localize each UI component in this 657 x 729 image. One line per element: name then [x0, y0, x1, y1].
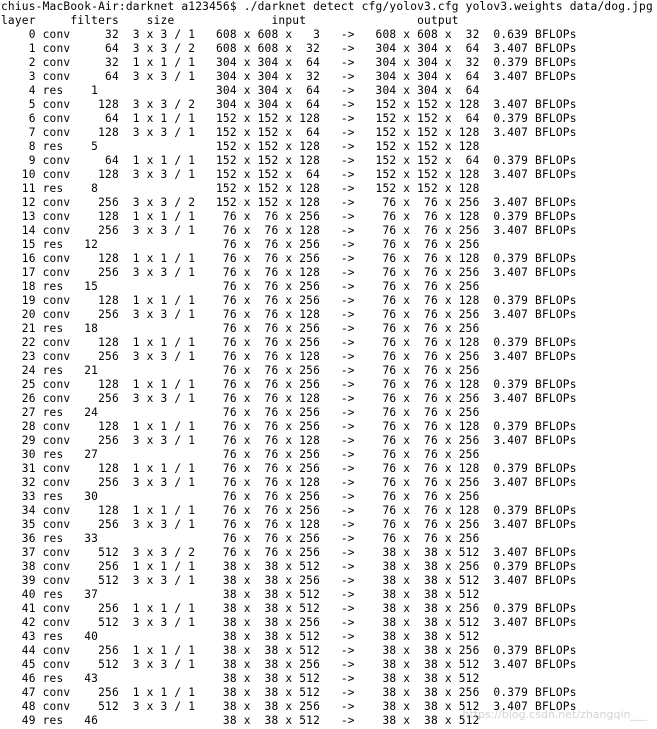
layer-row: 8 res 5 152 x 152 x 128 -> 152 x 152 x 128	[1, 140, 480, 153]
layer-row: 6 conv 64 1 x 1 / 1 152 x 152 x 128 -> 152 x 152 x 64 0.379 BFLOPs	[1, 112, 577, 125]
layer-row: 36 res 33 76 x 76 x 256 -> 76 x 76 x 256	[1, 532, 480, 545]
layer-row: 14 conv 256 3 x 3 / 1 76 x 76 x 128 -> 76 x 76 x 256 3.407 BFLOPs	[1, 224, 577, 237]
layer-row: 35 conv 256 3 x 3 / 1 76 x 76 x 128 -> 76 x 76 x 256 3.407 BFLOPs	[1, 518, 577, 531]
layer-row: 0 conv 32 3 x 3 / 1 608 x 608 x 3 -> 608 x 608 x 32 0.639 BFLOPs	[1, 28, 577, 41]
layer-row: 4 res 1 304 x 304 x 64 -> 304 x 304 x 64	[1, 84, 480, 97]
layer-row: 20 conv 256 3 x 3 / 1 76 x 76 x 128 -> 76 x 76 x 256 3.407 BFLOPs	[1, 308, 577, 321]
layer-row: 11 res 8 152 x 152 x 128 -> 152 x 152 x 128	[1, 182, 480, 195]
command-prompt-line: chius-MacBook-Air:darknet a123456$ ./darknet detect cfg/yolov3.cfg yolov3.weights data/dog.jpg	[1, 0, 653, 13]
layer-row: 23 conv 256 3 x 3 / 1 76 x 76 x 128 -> 76 x 76 x 256 3.407 BFLOPs	[1, 350, 577, 363]
layer-row: 32 conv 256 3 x 3 / 1 76 x 76 x 128 -> 76 x 76 x 256 3.407 BFLOPs	[1, 476, 577, 489]
layer-row: 48 conv 512 3 x 3 / 1 38 x 38 x 256 -> 38 x 38 x 512 3.407 BFLOPs	[1, 700, 577, 713]
layer-row: 19 conv 128 1 x 1 / 1 76 x 76 x 256 -> 76 x 76 x 128 0.379 BFLOPs	[1, 294, 577, 307]
layer-row: 38 conv 256 1 x 1 / 1 38 x 38 x 512 -> 38 x 38 x 256 0.379 BFLOPs	[1, 560, 577, 573]
layer-row: 17 conv 256 3 x 3 / 1 76 x 76 x 128 -> 76 x 76 x 256 3.407 BFLOPs	[1, 266, 577, 279]
layer-row: 24 res 21 76 x 76 x 256 -> 76 x 76 x 256	[1, 364, 480, 377]
layer-row: 49 res 46 38 x 38 x 512 -> 38 x 38 x 512	[1, 714, 480, 727]
layer-row: 47 conv 256 1 x 1 / 1 38 x 38 x 512 -> 38 x 38 x 256 0.379 BFLOPs	[1, 686, 577, 699]
layer-row: 27 res 24 76 x 76 x 256 -> 76 x 76 x 256	[1, 406, 480, 419]
layer-row: 41 conv 256 1 x 1 / 1 38 x 38 x 512 -> 38 x 38 x 256 0.379 BFLOPs	[1, 602, 577, 615]
layer-row: 26 conv 256 3 x 3 / 1 76 x 76 x 128 -> 76 x 76 x 256 3.407 BFLOPs	[1, 392, 577, 405]
layer-row: 15 res 12 76 x 76 x 256 -> 76 x 76 x 256	[1, 238, 480, 251]
layer-row: 44 conv 256 1 x 1 / 1 38 x 38 x 512 -> 38 x 38 x 256 0.379 BFLOPs	[1, 644, 577, 657]
layer-row: 28 conv 128 1 x 1 / 1 76 x 76 x 256 -> 76 x 76 x 128 0.379 BFLOPs	[1, 420, 577, 433]
layer-row: 10 conv 128 3 x 3 / 1 152 x 152 x 64 -> 152 x 152 x 128 3.407 BFLOPs	[1, 168, 577, 181]
watermark-text: https://blog.csdn.net/zhangqin___	[462, 708, 647, 721]
layer-list	[0, 28, 657, 728]
layer-row: 25 conv 128 1 x 1 / 1 76 x 76 x 256 -> 76 x 76 x 128 0.379 BFLOPs	[1, 378, 577, 391]
layer-row: 22 conv 128 1 x 1 / 1 76 x 76 x 256 -> 76 x 76 x 128 0.379 BFLOPs	[1, 336, 577, 349]
layer-row: 16 conv 128 1 x 1 / 1 76 x 76 x 256 -> 76 x 76 x 128 0.379 BFLOPs	[1, 252, 577, 265]
layer-row: 9 conv 64 1 x 1 / 1 152 x 152 x 128 -> 152 x 152 x 64 0.379 BFLOPs	[1, 154, 577, 167]
layer-row: 18 res 15 76 x 76 x 256 -> 76 x 76 x 256	[1, 280, 480, 293]
layer-row: 5 conv 128 3 x 3 / 2 304 x 304 x 64 -> 152 x 152 x 128 3.407 BFLOPs	[1, 98, 577, 111]
layer-row: 13 conv 128 1 x 1 / 1 76 x 76 x 256 -> 76 x 76 x 128 0.379 BFLOPs	[1, 210, 577, 223]
layer-table-header: layer filters size input output	[1, 14, 459, 27]
layer-row: 12 conv 256 3 x 3 / 2 152 x 152 x 128 -> 76 x 76 x 256 3.407 BFLOPs	[1, 196, 577, 209]
layer-row: 40 res 37 38 x 38 x 512 -> 38 x 38 x 512	[1, 588, 480, 601]
layer-row: 39 conv 512 3 x 3 / 1 38 x 38 x 256 -> 38 x 38 x 512 3.407 BFLOPs	[1, 574, 577, 587]
layer-row: 43 res 40 38 x 38 x 512 -> 38 x 38 x 512	[1, 630, 480, 643]
layer-row: 46 res 43 38 x 38 x 512 -> 38 x 38 x 512	[1, 672, 480, 685]
layer-row: 42 conv 512 3 x 3 / 1 38 x 38 x 256 -> 38 x 38 x 512 3.407 BFLOPs	[1, 616, 577, 629]
layer-row: 2 conv 32 1 x 1 / 1 304 x 304 x 64 -> 304 x 304 x 32 0.379 BFLOPs	[1, 56, 577, 69]
layer-row: 7 conv 128 3 x 3 / 1 152 x 152 x 64 -> 152 x 152 x 128 3.407 BFLOPs	[1, 126, 577, 139]
layer-row: 30 res 27 76 x 76 x 256 -> 76 x 76 x 256	[1, 448, 480, 461]
layer-row: 3 conv 64 3 x 3 / 1 304 x 304 x 32 -> 304 x 304 x 64 3.407 BFLOPs	[1, 70, 577, 83]
layer-row: 31 conv 128 1 x 1 / 1 76 x 76 x 256 -> 76 x 76 x 128 0.379 BFLOPs	[1, 462, 577, 475]
layer-row: 45 conv 512 3 x 3 / 1 38 x 38 x 256 -> 38 x 38 x 512 3.407 BFLOPs	[1, 658, 577, 671]
layer-row: 29 conv 256 3 x 3 / 1 76 x 76 x 128 -> 76 x 76 x 256 3.407 BFLOPs	[1, 434, 577, 447]
layer-row: 1 conv 64 3 x 3 / 2 608 x 608 x 32 -> 304 x 304 x 64 3.407 BFLOPs	[1, 42, 577, 55]
layer-row: 37 conv 512 3 x 3 / 2 76 x 76 x 256 -> 38 x 38 x 512 3.407 BFLOPs	[1, 546, 577, 559]
layer-row: 34 conv 128 1 x 1 / 1 76 x 76 x 256 -> 76 x 76 x 128 0.379 BFLOPs	[1, 504, 577, 517]
layer-row: 21 res 18 76 x 76 x 256 -> 76 x 76 x 256	[1, 322, 480, 335]
layer-row: 33 res 30 76 x 76 x 256 -> 76 x 76 x 256	[1, 490, 480, 503]
